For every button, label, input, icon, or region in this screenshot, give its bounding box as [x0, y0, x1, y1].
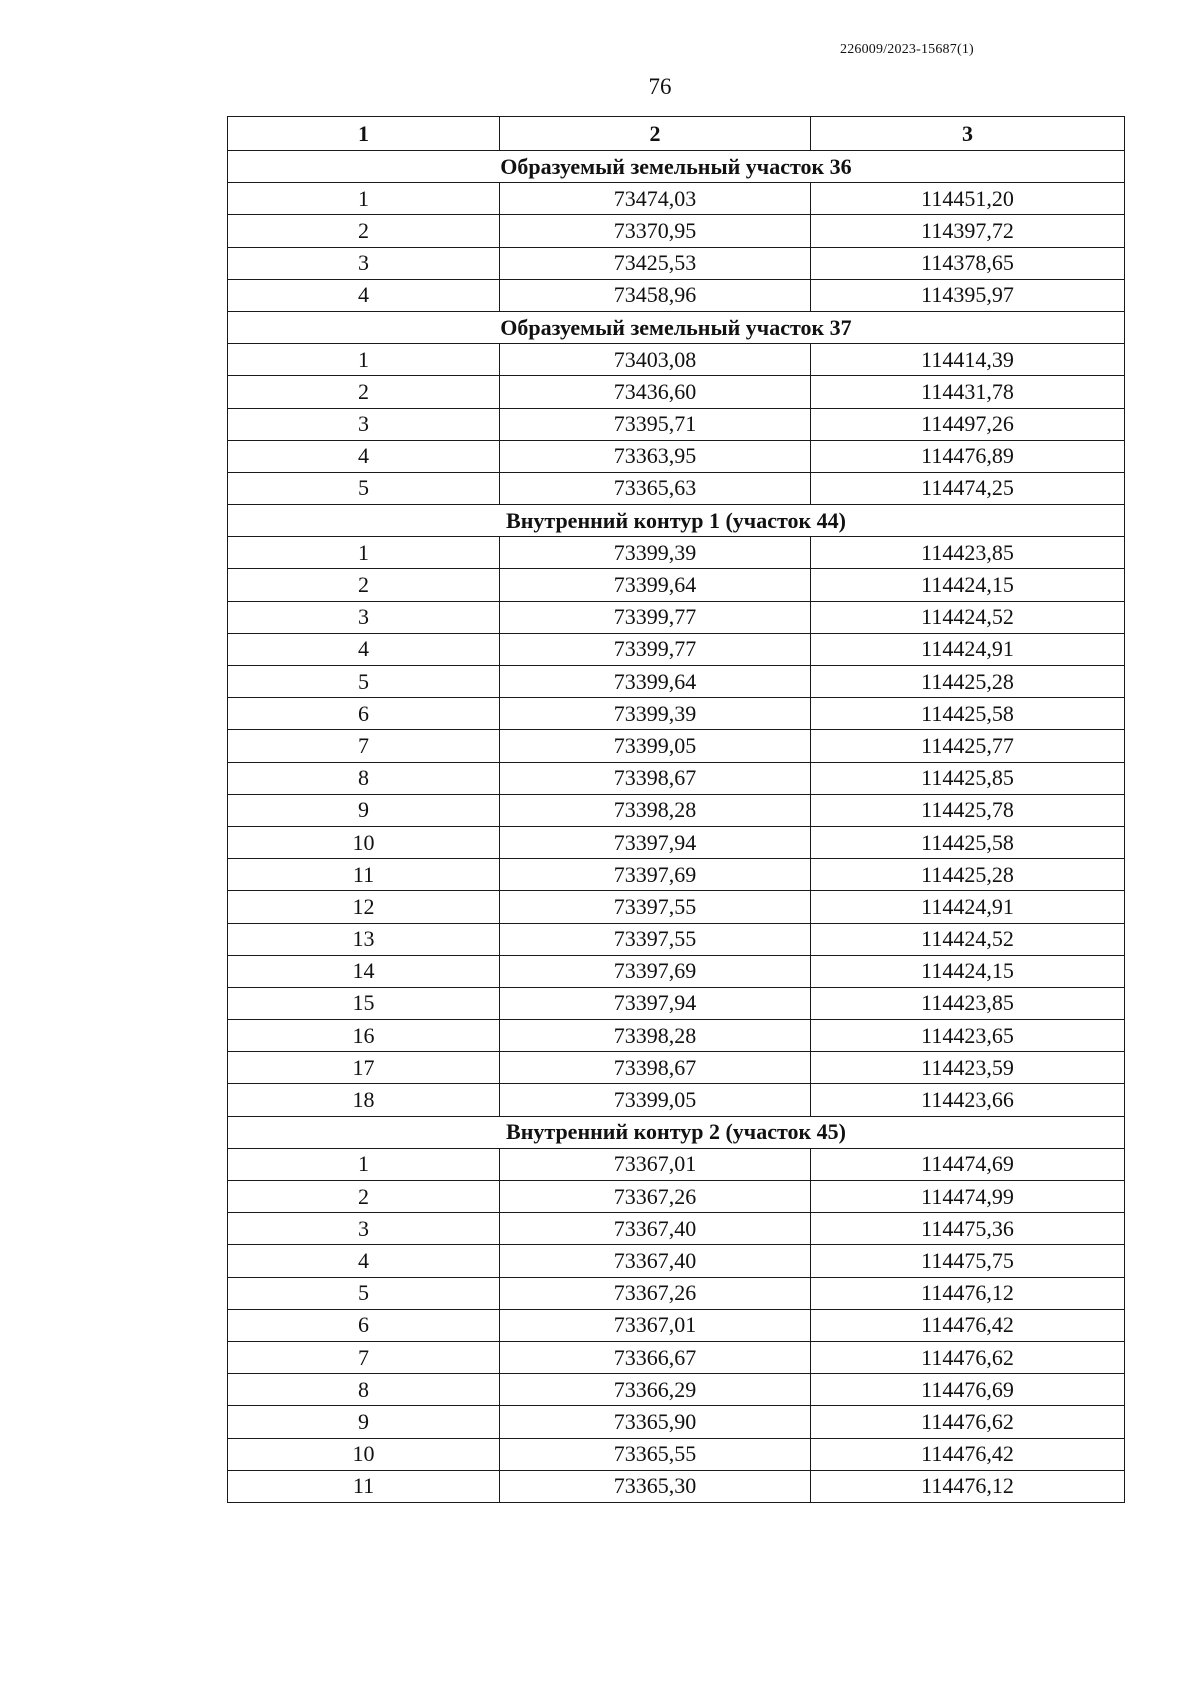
- x-coordinate-cell: 73399,05: [500, 730, 811, 762]
- y-coordinate-cell: 114476,42: [811, 1309, 1125, 1341]
- point-number-cell: 1: [228, 1148, 500, 1180]
- point-number-cell: 1: [228, 344, 500, 376]
- table-row: [228, 279, 1125, 311]
- y-coordinate-cell: 114476,62: [811, 1406, 1125, 1438]
- point-number-cell: 4: [228, 440, 500, 472]
- y-coordinate-cell: 114476,42: [811, 1438, 1125, 1470]
- section-header-row: [228, 1116, 1125, 1148]
- table-row: [228, 1374, 1125, 1406]
- y-coordinate-cell: 114425,58: [811, 698, 1125, 730]
- point-number-cell: 2: [228, 215, 500, 247]
- table-row: [228, 698, 1125, 730]
- table-row: [228, 1084, 1125, 1116]
- point-number-cell: 14: [228, 955, 500, 987]
- table-row: [228, 1052, 1125, 1084]
- coordinates-table: [227, 116, 1125, 1503]
- table-row: [228, 408, 1125, 440]
- section-header-row: [228, 151, 1125, 183]
- x-coordinate-cell: 73397,94: [500, 987, 811, 1019]
- table-header: [228, 117, 1125, 151]
- table-row: [228, 1438, 1125, 1470]
- y-coordinate-cell: 114474,69: [811, 1148, 1125, 1180]
- table-row: [228, 215, 1125, 247]
- y-coordinate-cell: 114476,12: [811, 1277, 1125, 1309]
- page-number: 76: [648, 74, 672, 99]
- x-coordinate-cell: 73399,39: [500, 537, 811, 569]
- y-coordinate-cell: 114424,91: [811, 633, 1125, 665]
- y-coordinate-cell: 114451,20: [811, 183, 1125, 215]
- point-number-cell: 18: [228, 1084, 500, 1116]
- x-coordinate-cell: 73399,39: [500, 698, 811, 730]
- x-coordinate-cell: 73458,96: [500, 279, 811, 311]
- table-row: [228, 472, 1125, 504]
- table-row: [228, 1020, 1125, 1052]
- x-coordinate-cell: 73365,90: [500, 1406, 811, 1438]
- column-header-3: 3: [811, 117, 1125, 151]
- x-coordinate-cell: 73398,67: [500, 762, 811, 794]
- y-coordinate-cell: 114497,26: [811, 408, 1125, 440]
- point-number-cell: 4: [228, 279, 500, 311]
- point-number-cell: 12: [228, 891, 500, 923]
- x-coordinate-cell: 73436,60: [500, 376, 811, 408]
- point-number-cell: 4: [228, 1245, 500, 1277]
- y-coordinate-cell: 114425,85: [811, 762, 1125, 794]
- x-coordinate-cell: 73395,71: [500, 408, 811, 440]
- y-coordinate-cell: 114423,59: [811, 1052, 1125, 1084]
- table-row: [228, 955, 1125, 987]
- table-row: [228, 183, 1125, 215]
- point-number-cell: 6: [228, 1309, 500, 1341]
- x-coordinate-cell: 73397,55: [500, 923, 811, 955]
- point-number-cell: 2: [228, 376, 500, 408]
- point-number-cell: 10: [228, 1438, 500, 1470]
- point-number-cell: 15: [228, 987, 500, 1019]
- y-coordinate-cell: 114476,69: [811, 1374, 1125, 1406]
- y-coordinate-cell: 114475,36: [811, 1213, 1125, 1245]
- point-number-cell: 9: [228, 794, 500, 826]
- table-row: [228, 1245, 1125, 1277]
- point-number-cell: 13: [228, 923, 500, 955]
- table-row: [228, 923, 1125, 955]
- point-number-cell: 11: [228, 1470, 500, 1502]
- table-row: [228, 826, 1125, 858]
- x-coordinate-cell: 73365,30: [500, 1470, 811, 1502]
- table-row: [228, 762, 1125, 794]
- point-number-cell: 4: [228, 633, 500, 665]
- x-coordinate-cell: 73370,95: [500, 215, 811, 247]
- y-coordinate-cell: 114423,85: [811, 537, 1125, 569]
- point-number-cell: 2: [228, 569, 500, 601]
- x-coordinate-cell: 73398,28: [500, 1020, 811, 1052]
- point-number-cell: 3: [228, 601, 500, 633]
- section-title: Внутренний контур 2 (участок 45): [228, 1116, 1125, 1148]
- table-row: [228, 987, 1125, 1019]
- x-coordinate-cell: 73474,03: [500, 183, 811, 215]
- point-number-cell: 8: [228, 762, 500, 794]
- x-coordinate-cell: 73397,69: [500, 859, 811, 891]
- section-title: Внутренний контур 1 (участок 44): [228, 505, 1125, 537]
- table-row: [228, 1470, 1125, 1502]
- point-number-cell: 7: [228, 1341, 500, 1373]
- x-coordinate-cell: 73399,77: [500, 601, 811, 633]
- x-coordinate-cell: 73363,95: [500, 440, 811, 472]
- y-coordinate-cell: 114424,52: [811, 923, 1125, 955]
- point-number-cell: 5: [228, 1277, 500, 1309]
- x-coordinate-cell: 73367,01: [500, 1148, 811, 1180]
- y-coordinate-cell: 114424,91: [811, 891, 1125, 923]
- table-row: [228, 1277, 1125, 1309]
- y-coordinate-cell: 114425,78: [811, 794, 1125, 826]
- point-number-cell: 1: [228, 537, 500, 569]
- table-body: [228, 151, 1125, 1503]
- y-coordinate-cell: 114414,39: [811, 344, 1125, 376]
- y-coordinate-cell: 114475,75: [811, 1245, 1125, 1277]
- table-row: [228, 569, 1125, 601]
- section-title: Образуемый земельный участок 37: [228, 311, 1125, 343]
- x-coordinate-cell: 73367,40: [500, 1213, 811, 1245]
- point-number-cell: 3: [228, 247, 500, 279]
- table-row: [228, 376, 1125, 408]
- table-row: [228, 537, 1125, 569]
- table-row: [228, 247, 1125, 279]
- y-coordinate-cell: 114474,25: [811, 472, 1125, 504]
- y-coordinate-cell: 114423,65: [811, 1020, 1125, 1052]
- table-row: [228, 633, 1125, 665]
- x-coordinate-cell: 73367,40: [500, 1245, 811, 1277]
- table-row: [228, 440, 1125, 472]
- x-coordinate-cell: 73397,55: [500, 891, 811, 923]
- section-header-row: [228, 311, 1125, 343]
- point-number-cell: 10: [228, 826, 500, 858]
- table-row: [228, 1213, 1125, 1245]
- point-number-cell: 5: [228, 472, 500, 504]
- table-row: [228, 1341, 1125, 1373]
- y-coordinate-cell: 114425,77: [811, 730, 1125, 762]
- x-coordinate-cell: 73367,01: [500, 1309, 811, 1341]
- table-row: [228, 666, 1125, 698]
- y-coordinate-cell: 114476,12: [811, 1470, 1125, 1502]
- table-row: [228, 1181, 1125, 1213]
- x-coordinate-cell: 73403,08: [500, 344, 811, 376]
- x-coordinate-cell: 73398,28: [500, 794, 811, 826]
- x-coordinate-cell: 73366,67: [500, 1341, 811, 1373]
- column-header-1: 1: [228, 117, 500, 151]
- y-coordinate-cell: 114425,28: [811, 666, 1125, 698]
- y-coordinate-cell: 114425,28: [811, 859, 1125, 891]
- y-coordinate-cell: 114423,66: [811, 1084, 1125, 1116]
- y-coordinate-cell: 114423,85: [811, 987, 1125, 1019]
- y-coordinate-cell: 114378,65: [811, 247, 1125, 279]
- point-number-cell: 7: [228, 730, 500, 762]
- x-coordinate-cell: 73366,29: [500, 1374, 811, 1406]
- x-coordinate-cell: 73398,67: [500, 1052, 811, 1084]
- table-row: [228, 891, 1125, 923]
- point-number-cell: 6: [228, 698, 500, 730]
- point-number-cell: 9: [228, 1406, 500, 1438]
- x-coordinate-cell: 73397,94: [500, 826, 811, 858]
- table-row: [228, 730, 1125, 762]
- x-coordinate-cell: 73365,63: [500, 472, 811, 504]
- header-row: [228, 117, 1125, 151]
- y-coordinate-cell: 114425,58: [811, 826, 1125, 858]
- y-coordinate-cell: 114476,89: [811, 440, 1125, 472]
- section-title: Образуемый земельный участок 36: [228, 151, 1125, 183]
- y-coordinate-cell: 114424,52: [811, 601, 1125, 633]
- point-number-cell: 17: [228, 1052, 500, 1084]
- x-coordinate-cell: 73365,55: [500, 1438, 811, 1470]
- y-coordinate-cell: 114474,99: [811, 1181, 1125, 1213]
- x-coordinate-cell: 73399,64: [500, 666, 811, 698]
- x-coordinate-cell: 73399,05: [500, 1084, 811, 1116]
- point-number-cell: 11: [228, 859, 500, 891]
- table-row: [228, 344, 1125, 376]
- y-coordinate-cell: 114431,78: [811, 376, 1125, 408]
- point-number-cell: 3: [228, 408, 500, 440]
- x-coordinate-cell: 73425,53: [500, 247, 811, 279]
- y-coordinate-cell: 114424,15: [811, 955, 1125, 987]
- x-coordinate-cell: 73397,69: [500, 955, 811, 987]
- point-number-cell: 3: [228, 1213, 500, 1245]
- x-coordinate-cell: 73367,26: [500, 1277, 811, 1309]
- point-number-cell: 1: [228, 183, 500, 215]
- table-row: [228, 1406, 1125, 1438]
- table-row: [228, 601, 1125, 633]
- point-number-cell: 8: [228, 1374, 500, 1406]
- section-header-row: [228, 505, 1125, 537]
- y-coordinate-cell: 114476,62: [811, 1341, 1125, 1373]
- column-header-2: 2: [500, 117, 811, 151]
- y-coordinate-cell: 114397,72: [811, 215, 1125, 247]
- document-number: 226009/2023-15687(1): [840, 42, 974, 57]
- point-number-cell: 16: [228, 1020, 500, 1052]
- table-row: [228, 794, 1125, 826]
- table-row: [228, 1309, 1125, 1341]
- table-row: [228, 859, 1125, 891]
- point-number-cell: 2: [228, 1181, 500, 1213]
- y-coordinate-cell: 114424,15: [811, 569, 1125, 601]
- y-coordinate-cell: 114395,97: [811, 279, 1125, 311]
- x-coordinate-cell: 73367,26: [500, 1181, 811, 1213]
- x-coordinate-cell: 73399,64: [500, 569, 811, 601]
- x-coordinate-cell: 73399,77: [500, 633, 811, 665]
- table-row: [228, 1148, 1125, 1180]
- point-number-cell: 5: [228, 666, 500, 698]
